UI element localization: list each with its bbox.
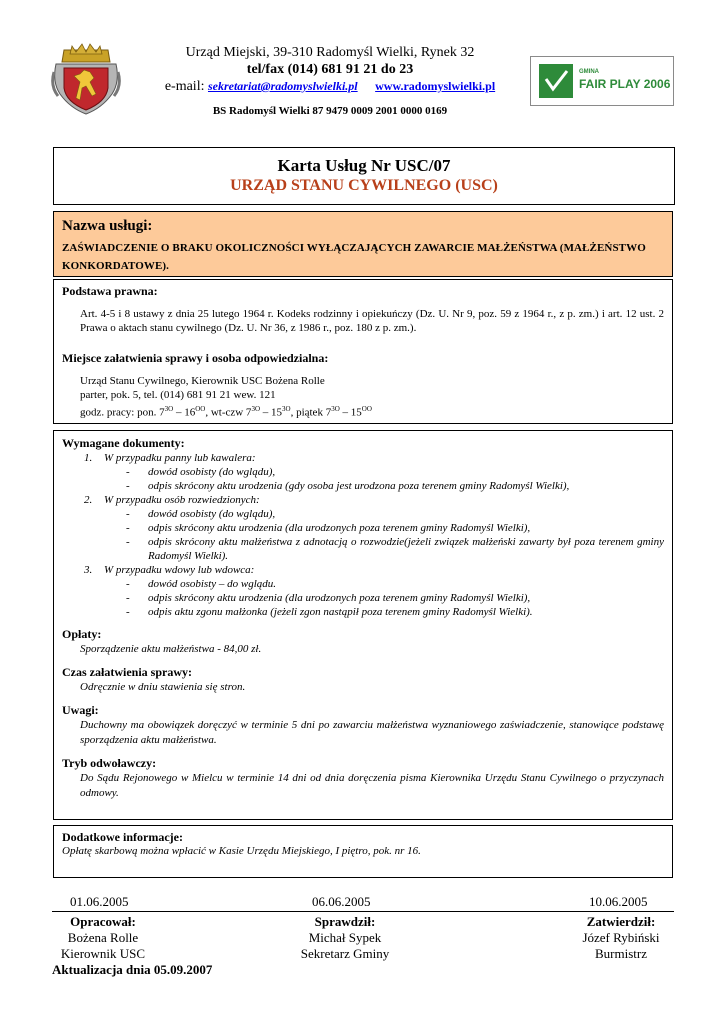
appeal-heading: Tryb odwoławczy:: [62, 756, 157, 770]
date-checked: 06.06.2005: [312, 894, 371, 909]
coat-of-arms-icon: [50, 42, 122, 116]
badge-text: FAIR PLAY 2006: [579, 77, 671, 91]
signature-prepared: Opracował: Bożena Rolle Kierownik USC: [60, 914, 146, 961]
date-prepared: 01.06.2005: [70, 894, 129, 909]
notes-text: Duchowny ma obowiązek doręczyć w terminie 5 dni po zawarciu małżeństwa wyznaniowego zaświadczenie, stanowiące podstawę sporządzenia aktu małżeństwa.: [80, 719, 664, 746]
fees-text: Sporządzenie aktu małżeństwa - 84,00 zł.: [80, 643, 262, 655]
card-title: Karta Usług Nr USC/07: [277, 156, 451, 175]
signature-divider: [52, 911, 674, 912]
requirements-box: [53, 430, 673, 820]
service-name: ZAŚWIADCZENIE O BRAKU OKOLICZNOŚCI WYŁĄCZAJĄCYCH ZAWARCIE MAŁŻEŃSTWA (MAŁŻEŃSTWO KONKORDATOWE).: [62, 242, 646, 272]
place-heading: Miejsce załatwienia sprawy i osoba odpowiedzialna:: [62, 351, 329, 365]
office-hours: godz. pracy: pon. $7^{3O} - 16^{OO}$, wt-czw $7^{3O} - 15^{3O}$, piątek $7^{3O} - 15^{OO}$: [80, 405, 372, 419]
list-item: - odpis skrócony aktu małżeństwa z adnotacją o rozwodzie(jeżeli związek małżeński zawarty był poza terenem gminy Radomyśl Wielki).: [126, 536, 664, 562]
list-item: - odpis skrócony aktu urodzenia (dla urodzonych poza terenem gminy Radomyśl Wielki),: [126, 592, 531, 604]
service-heading: Nazwa usługi:: [62, 218, 153, 234]
documents-group-2: 2. W przypadku osób rozwiedzionych:: [84, 494, 260, 506]
additional-info-box: [53, 825, 673, 878]
office-address: Urząd Miejski, 39-310 Radomyśl Wielki, Rynek 32: [185, 45, 475, 60]
documents-group-1: 1. W przypadku panny lub kawalera:: [84, 452, 256, 464]
legal-basis-text: Art. 4-5 i 8 ustawy z dnia 25 lutego 1964 r. Kodeks rodzinny i opiekuńczy (Dz. U. Nr 9, poz. 59 z 1964 r., z p. zm.) i art. 12 ust. 2 Prawa o aktach stanu cywilnego (Dz. U. Nr 36, z 1986 r., poz. 180 z p. zm.).: [80, 308, 664, 334]
update-date: Aktualizacja dnia 05.09.2007: [52, 962, 213, 977]
date-approved: 10.06.2005: [589, 894, 648, 909]
documents-group-3: 3. W przypadku wdowy lub wdowca:: [84, 564, 255, 576]
service-name-box: [53, 211, 673, 277]
place-line-2: parter, pok. 5, tel. (014) 681 91 21 wew. 121: [80, 389, 276, 401]
additional-heading: Dodatkowe informacje:: [62, 830, 183, 844]
list-item: - dowód osobisty – do wglądu.: [126, 578, 277, 590]
badge-small-text: GMINA: [579, 69, 599, 75]
email-label: e-mail:: [164, 79, 205, 94]
legal-basis-heading: Podstawa prawna:: [62, 284, 158, 298]
documents-heading: Wymagane dokumenty:: [62, 436, 185, 450]
list-item: - dowód osobisty (do wglądu),: [126, 508, 276, 520]
office-phone: tel/fax (014) 681 91 21 do 23: [246, 62, 414, 77]
bank-account: BS Radomyśl Wielki 87 9479 0009 2001 0000 0169: [212, 105, 448, 117]
fees-heading: Opłaty:: [62, 627, 102, 641]
fair-play-badge: [530, 56, 674, 106]
checkmark-icon: [539, 64, 573, 98]
signature-approved: Zatwierdził: Józef Rybiński Burmistrz: [582, 914, 660, 961]
legal-basis-box: [53, 279, 673, 424]
website-link[interactable]: www.radomyslwielki.pl: [375, 79, 496, 93]
office-name: URZĄD STANU CYWILNEGO (USC): [230, 177, 498, 194]
signature-checked: Sprawdził: Michał Sypek Sekretarz Gminy: [300, 914, 390, 961]
list-item: - odpis skrócony aktu urodzenia (dla urodzonych poza terenem gminy Radomyśl Wielki),: [126, 522, 531, 534]
list-item: - dowód osobisty (do wglądu),: [126, 466, 276, 478]
header-contact: [130, 44, 530, 120]
time-heading: Czas załatwienia sprawy:: [62, 665, 192, 679]
title-box: [53, 147, 675, 205]
place-line-1: Urząd Stanu Cywilnego, Kierownik USC Bożena Rolle: [80, 375, 325, 387]
appeal-text: Do Sądu Rejonowego w Mielcu w terminie 14 dni od dnia doręczenia pisma Kierownika Urzędu Stanu Cywilnego o przyczynach odmowy.: [80, 772, 664, 799]
additional-text: Opłatę skarbową można wpłacić w Kasie Urzędu Miejskiego, I piętro, pok. nr 16.: [62, 845, 421, 857]
list-item: - odpis skrócony aktu urodzenia (gdy osoba jest urodzona poza terenem gminy Radomyśl Wielki),: [126, 480, 570, 492]
notes-heading: Uwagi:: [62, 703, 99, 717]
email-link[interactable]: sekretariat@radomyslwielki.pl: [207, 79, 358, 93]
time-text: Odręcznie w dniu stawienia się stron.: [80, 681, 246, 693]
office-email-line: [130, 78, 530, 95]
list-item: - odpis aktu zgonu małżonka (jeżeli zgon nastąpił poza terenem gminy Radomyśl Wielki).: [126, 606, 533, 618]
